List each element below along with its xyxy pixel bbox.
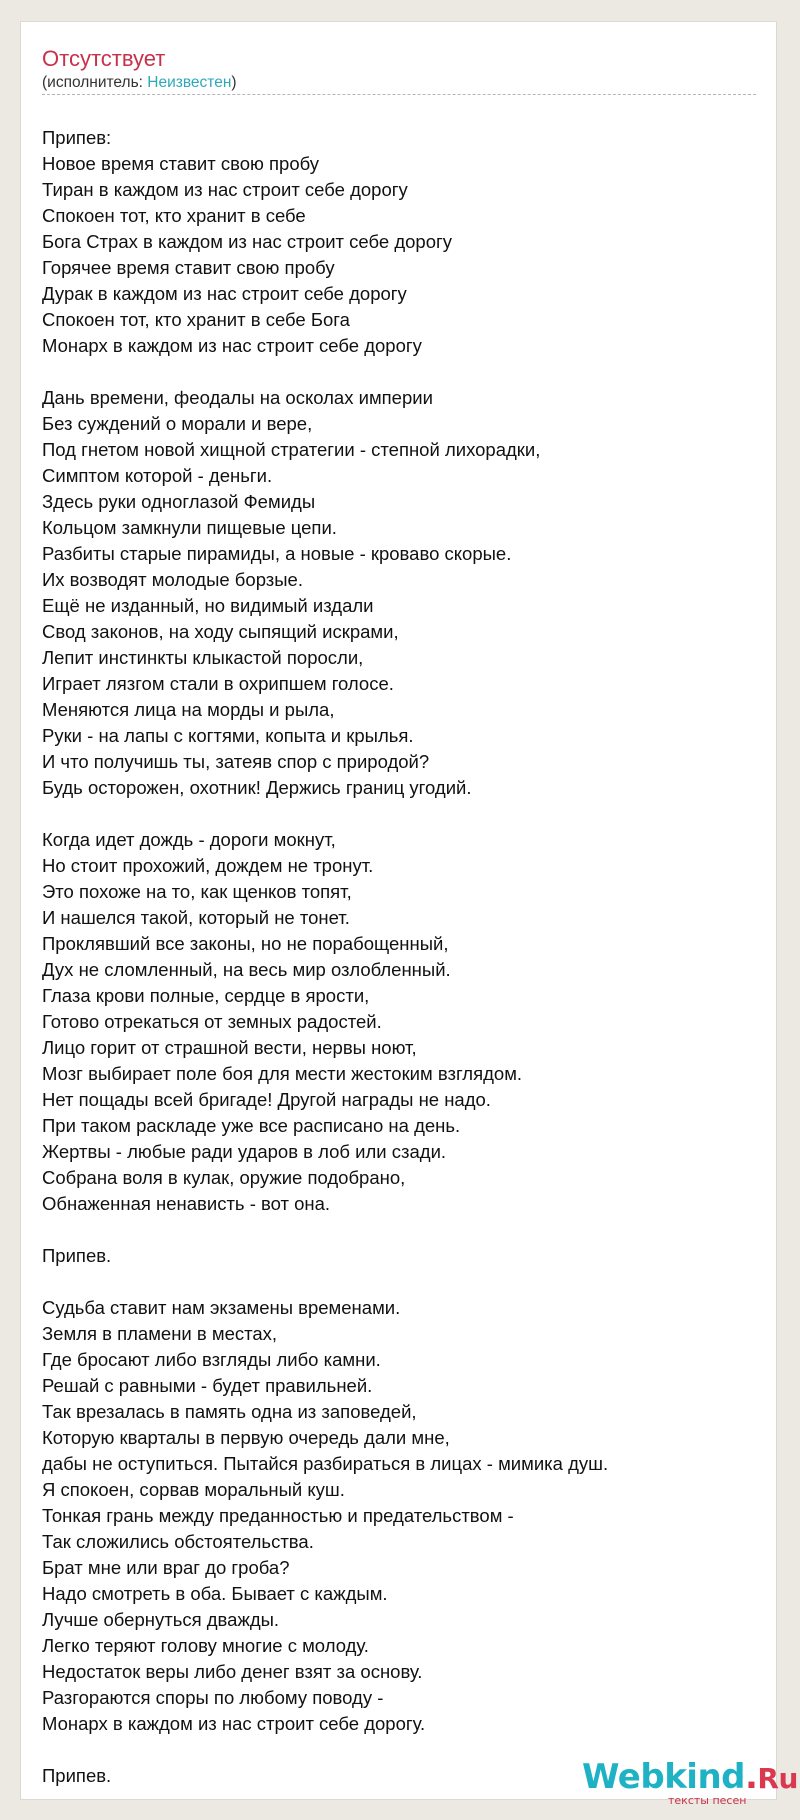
lyric-line: Монарх в каждом из нас строит себе дорогу.: [42, 1713, 426, 1734]
lyric-line: Дурак в каждом из нас строит себе дорогу: [42, 283, 407, 304]
lyric-line: Свод законов, на ходу сыпящий искрами,: [42, 621, 399, 642]
stanza-gap: [42, 801, 762, 827]
lyric-line: Руки - на лапы с когтями, копыта и крылья.: [42, 725, 414, 746]
lyric-line: Лицо горит от страшной вести, нервы ноют,: [42, 1037, 417, 1058]
stanza-gap: [42, 1269, 762, 1295]
lyric-line: Надо смотреть в оба. Бывает с каждым.: [42, 1583, 388, 1604]
lyric-line: Здесь руки одноглазой Фемиды: [42, 491, 316, 512]
lyric-line: Мозг выбирает поле боя для мести жестоким взглядом.: [42, 1063, 523, 1084]
lyric-line: Земля в пламени в местах,: [42, 1323, 278, 1344]
logo-wordmark: [582, 1757, 798, 1799]
lyric-line: Брат мне или враг до гроба?: [42, 1557, 290, 1578]
lyric-line: Горячее время ставит свою пробу: [42, 257, 335, 278]
artist-suffix: ): [231, 74, 237, 91]
lyric-line: Жертвы - любые ради ударов в лоб или сзади.: [42, 1141, 447, 1162]
lyric-line: При таком раскладе уже все расписано на день.: [42, 1115, 461, 1136]
lyric-line: Лучше обернуться дважды.: [42, 1609, 280, 1630]
lyric-line: И что получишь ты, затеяв спор с природой?: [42, 751, 430, 772]
lyric-line: Кольцом замкнули пищевые цепи.: [42, 517, 337, 538]
lyric-line: Которую кварталы в первую очередь дали мне,: [42, 1427, 450, 1448]
lyric-line: Так врезалась в память одна из заповедей,: [42, 1401, 417, 1422]
lyric-line: Разгораются споры по любому поводу -: [42, 1687, 384, 1708]
title-divider: [42, 94, 756, 95]
lyrics-text: [42, 125, 762, 1789]
lyric-line: Играет лязгом стали в охрипшем голосе.: [42, 673, 394, 694]
lyric-line: Под гнетом новой хищной стратегии - степной лихорадки,: [42, 439, 541, 460]
lyric-line: Собрана воля в кулак, оружие подобрано,: [42, 1167, 406, 1188]
lyric-line: Где бросают либо взгляды либо камни.: [42, 1349, 381, 1370]
lyric-line: Решай с равными - будет правильней.: [42, 1375, 373, 1396]
lyrics-card: [20, 21, 798, 1807]
song-title: Отсутствует: [42, 46, 166, 71]
lyric-line: Припев.: [42, 1245, 112, 1266]
lyric-line: Разбиты старые пирамиды, а новые - кроваво скорые.: [42, 543, 512, 564]
lyric-line: Судьба ставит нам экзамены временами.: [42, 1297, 401, 1318]
artist-line: [42, 72, 237, 94]
lyric-line: Тиран в каждом из нас строит себе дорогу: [42, 179, 408, 200]
lyric-line: Глаза крови полные, сердце в ярости,: [42, 985, 370, 1006]
lyric-line: Будь осторожен, охотник! Держись границ угодий.: [42, 777, 472, 798]
lyric-line: Новое время ставит свою пробу: [42, 153, 320, 174]
lyric-line: Меняются лица на морды и рыла,: [42, 699, 335, 720]
lyric-line: Так сложились обстоятельства.: [42, 1531, 314, 1552]
lyric-line: Тонкая грань между преданностью и предательством -: [42, 1505, 514, 1526]
logo-tagline: тексты песен: [668, 1794, 747, 1807]
lyric-line: Проклявший все законы, но не порабощенный,: [42, 933, 449, 954]
lyric-line: Ещё не изданный, но видимый издали: [42, 595, 374, 616]
lyric-line: Дух не сломленный, на весь мир озлобленный.: [42, 959, 451, 980]
lyric-line: Но стоит прохожий, дождем не тронут.: [42, 855, 374, 876]
webkind-logo[interactable]: [582, 1757, 798, 1809]
artist-prefix: (исполнитель:: [42, 74, 148, 91]
lyric-line: Их возводят молодые борзые.: [42, 569, 303, 590]
lyric-line: Припев:: [42, 127, 112, 148]
artist-link[interactable]: Неизвестен: [147, 74, 232, 91]
lyric-line: Без суждений о морали и вере,: [42, 413, 313, 434]
lyric-line: Это похоже на то, как щенков топят,: [42, 881, 352, 902]
lyric-line: Лепит инстинкты клыкастой поросли,: [42, 647, 364, 668]
logo-tld: Ru: [757, 1762, 798, 1795]
lyric-line: Я спокоен, сорвав моральный куш.: [42, 1479, 345, 1500]
stanza-gap: [42, 1217, 762, 1243]
lyric-line: Когда идет дождь - дороги мокнут,: [42, 829, 336, 850]
lyric-line: Недостаток веры либо денег взят за основу.: [42, 1661, 423, 1682]
lyric-line: И нашелся такой, который не тонет.: [42, 907, 350, 928]
logo-name: Webkind: [582, 1757, 745, 1797]
lyric-line: Припев.: [42, 1765, 112, 1786]
logo-dot: .: [745, 1757, 758, 1797]
lyric-line: Легко теряют голову многие с молоду.: [42, 1635, 369, 1656]
lyric-line: Обнаженная ненависть - вот она.: [42, 1193, 331, 1214]
lyric-line: Готово отрекаться от земных радостей.: [42, 1011, 382, 1032]
lyric-line: Нет пощады всей бригаде! Другой награды не надо.: [42, 1089, 491, 1110]
lyric-line: Спокоен тот, кто хранит в себе: [42, 205, 306, 226]
lyric-line: Симптом которой - деньги.: [42, 465, 273, 486]
lyric-line: Дань времени, феодалы на осколах империи: [42, 387, 433, 408]
lyric-line: Спокоен тот, кто хранит в себе Бога: [42, 309, 350, 330]
lyric-line: дабы не оступиться. Пытайся разбираться в лицах - мимика душ.: [42, 1453, 609, 1474]
lyric-line: Бога Страх в каждом из нас строит себе дорогу: [42, 231, 452, 252]
stanza-gap: [42, 359, 762, 385]
lyric-line: Монарх в каждом из нас строит себе дорогу: [42, 335, 422, 356]
